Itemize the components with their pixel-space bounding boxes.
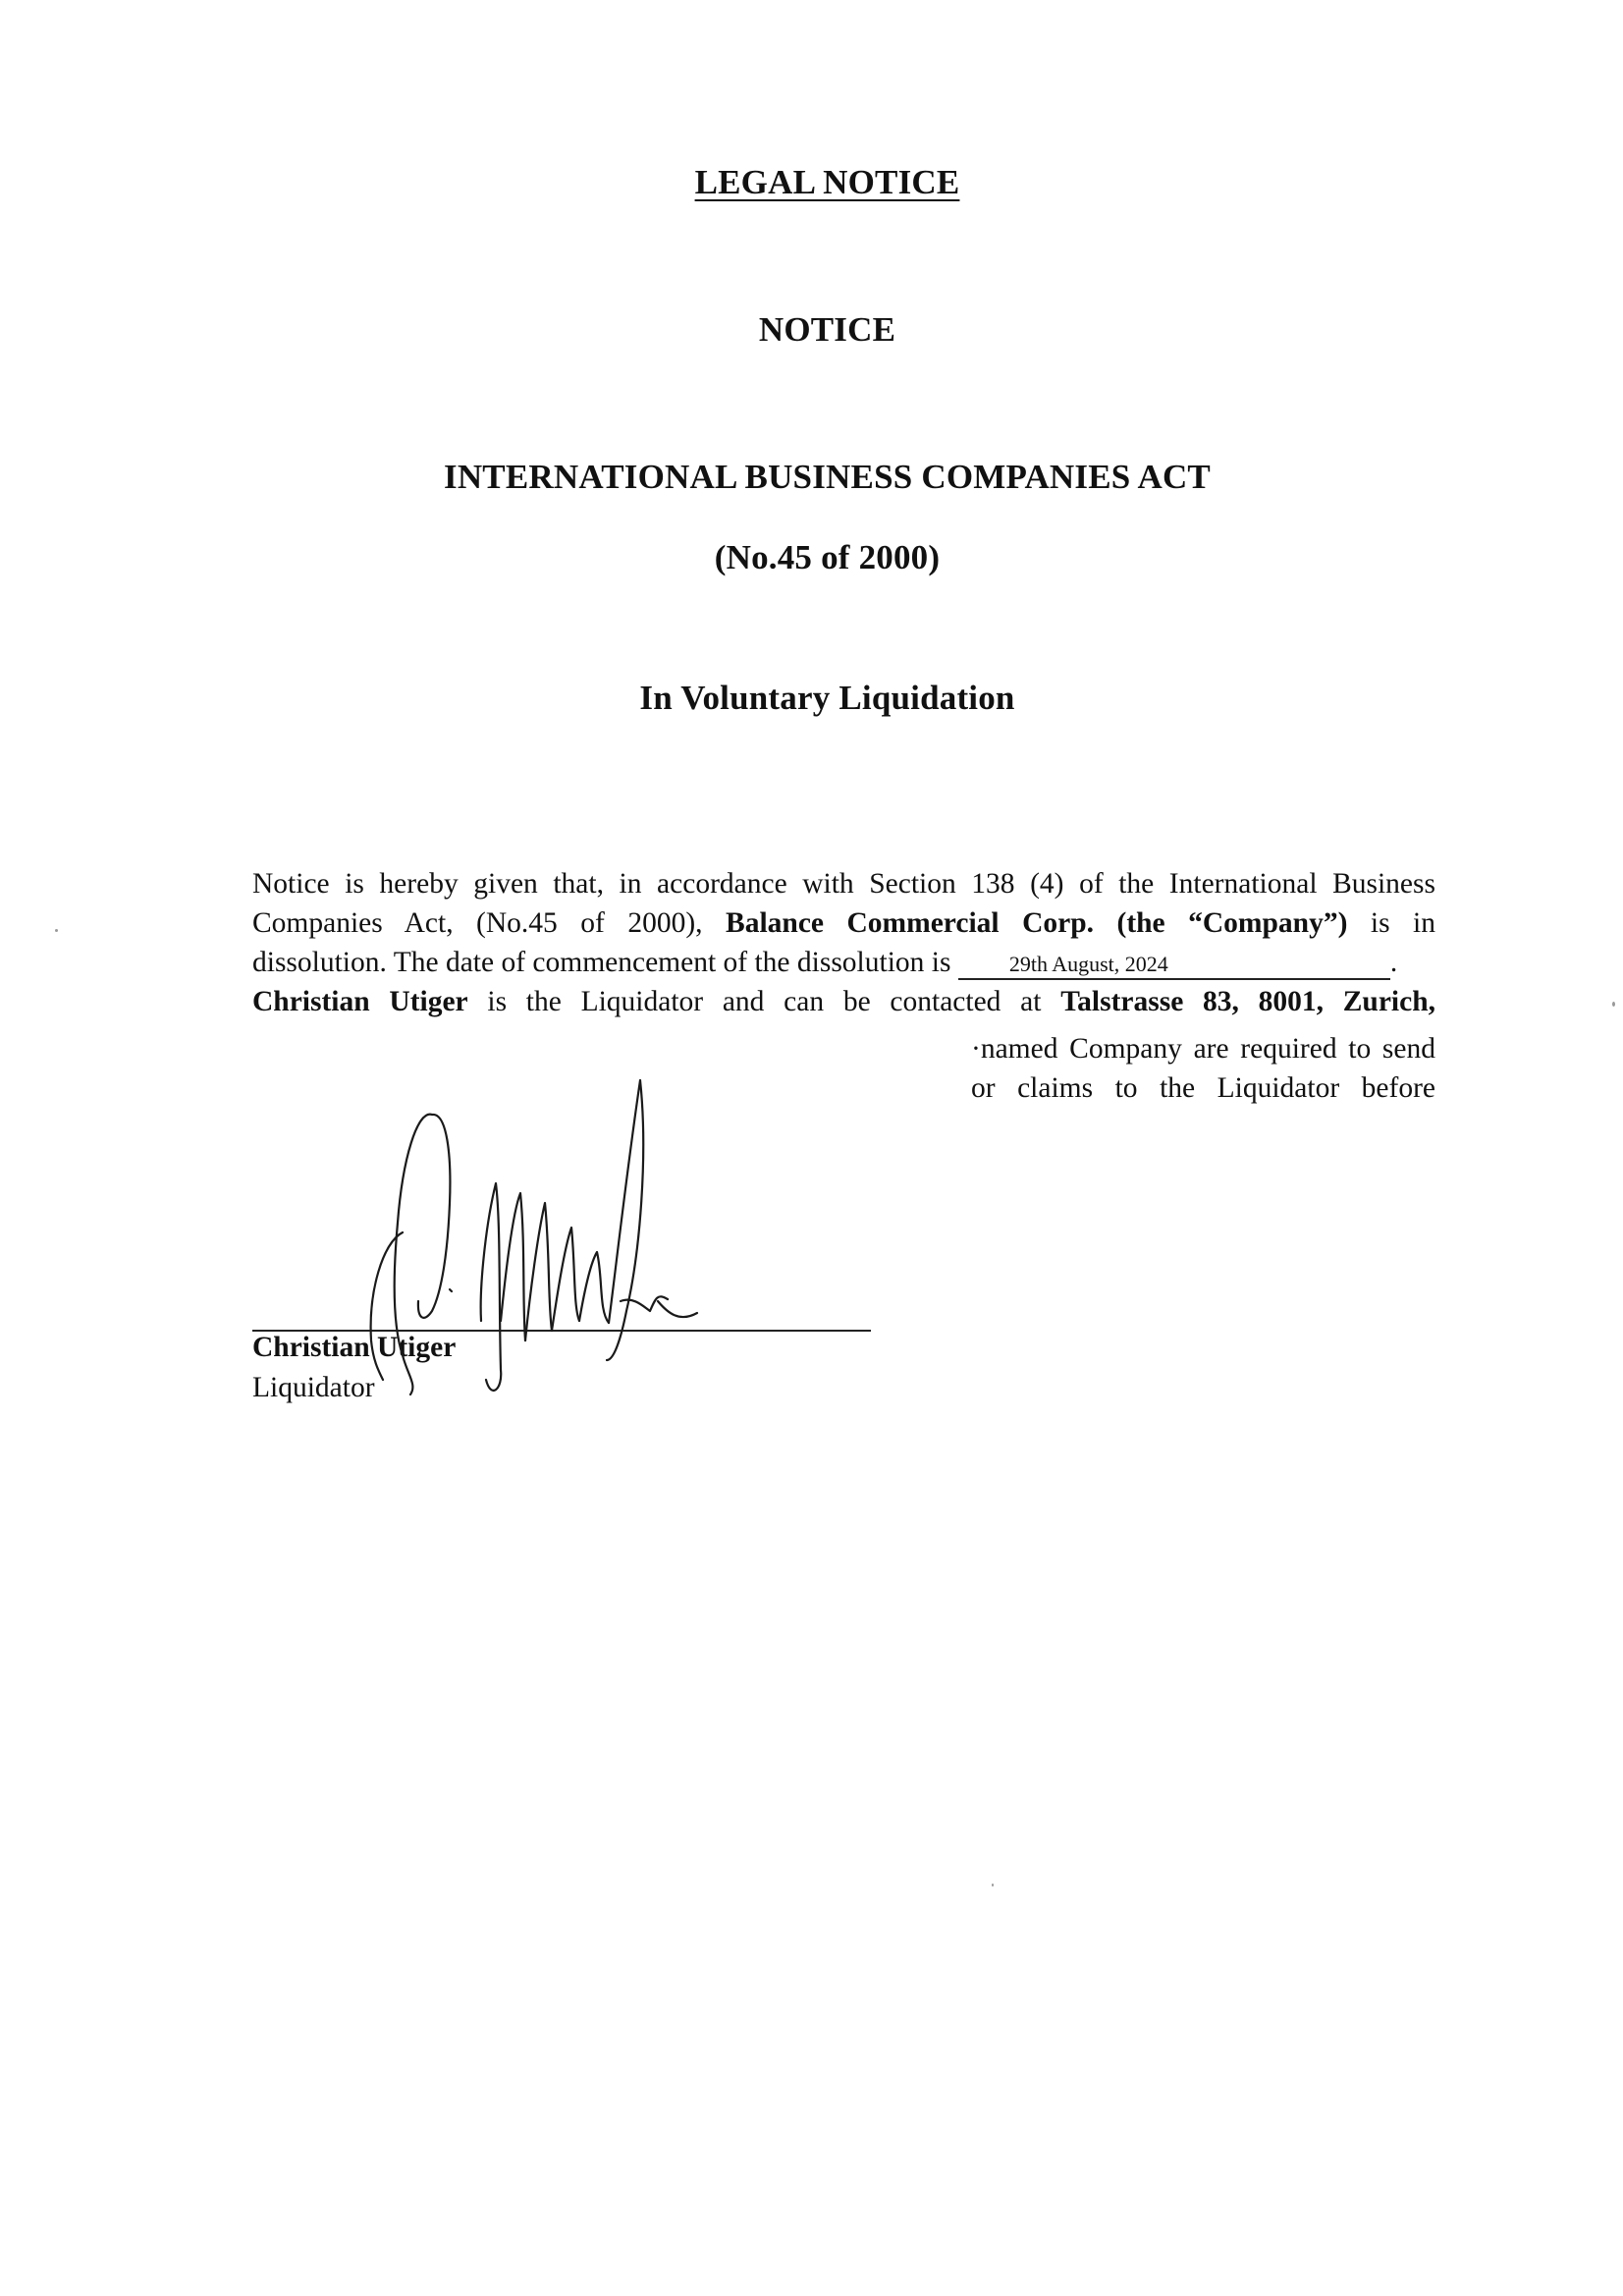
act-title: INTERNATIONAL BUSINESS COMPANIES ACT: [444, 458, 1211, 496]
company-name: Balance Commercial Corp. (the “Company”): [726, 907, 1348, 939]
act-number: (No.45 of 2000): [714, 538, 941, 576]
scan-speck: [1612, 1002, 1615, 1007]
notice-line-5-text: ·named Company are required to send: [971, 1033, 1435, 1065]
notice-line-3: [252, 943, 1435, 982]
notice-line-3-text-a: dissolution. The date of commencement of the dissolution is: [252, 947, 958, 978]
dissolution-date: 29th August, 2024: [958, 951, 1390, 980]
legal-notice-title: LEGAL NOTICE: [694, 163, 960, 201]
notice-line-5: [971, 1029, 1435, 1068]
liquidation-title: In Voluntary Liquidation: [639, 679, 1015, 717]
notice-title: NOTICE: [758, 310, 896, 349]
notice-line-6: [971, 1068, 1435, 1108]
signatory-name: Christian Utiger: [252, 1332, 457, 1363]
notice-line-1: [252, 864, 1435, 903]
notice-line-3-text-b: .: [1389, 947, 1398, 978]
liquidator-address: Talstrasse 83, 8001, Zurich,: [1060, 986, 1436, 1017]
notice-line-2-text-b: is in: [1347, 907, 1436, 939]
scan-speck: [992, 1884, 994, 1886]
notice-line-2: [252, 903, 1435, 943]
scan-speck: [55, 929, 58, 932]
notice-line-2-text-a: Companies Act, (No.45 of 2000),: [252, 907, 727, 939]
handwritten-signature: [363, 1066, 776, 1419]
notice-line-4: [252, 982, 1435, 1021]
signatory-role: Liquidator: [252, 1372, 375, 1403]
notice-line-4-text: is the Liquidator and can be contacted at: [467, 986, 1061, 1017]
notice-line-1-text: Notice is hereby given that, in accordance with Section 138 (4) of the International Business: [252, 868, 1435, 900]
liquidator-name: Christian Utiger: [252, 986, 468, 1017]
notice-line-6-text: or claims to the Liquidator before: [971, 1072, 1435, 1104]
